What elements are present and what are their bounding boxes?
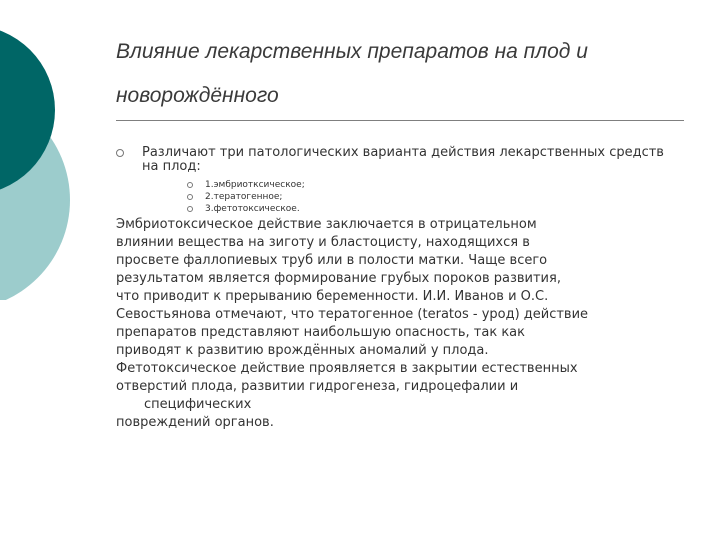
- body-line: отверстий плода, развитии гидрогенеза, гидроцефалии и: [116, 379, 519, 394]
- circle-bullet-icon: [187, 182, 193, 188]
- body-line: результатом является формирование грубых пороков развития,: [116, 271, 561, 286]
- body-line: Фетотоксическое действие проявляется в закрытии естественных: [116, 361, 578, 376]
- body-line: Эмбриотоксическое действие заключается в отрицательном: [116, 217, 537, 232]
- sub-bullet-list: [187, 179, 487, 215]
- main-bullet-text: Различают три патологических варианта действия лекарственных средств на плод:: [142, 145, 664, 174]
- body-line: просвете фаллопиевых труб или в полости матки. Чаще всего: [116, 253, 548, 268]
- circle-bullet-icon: [116, 149, 124, 157]
- circle-bullet-icon: [187, 194, 193, 200]
- body-line: повреждений органов.: [116, 415, 274, 430]
- body-paragraph: [116, 216, 676, 432]
- title-line-1: Влияние лекарственных препаратов на плод и: [116, 40, 588, 63]
- decorative-circles: [0, 0, 120, 300]
- body-line: приводят к развитию врождённых аномалий у плода.: [116, 343, 489, 358]
- sub-bullet-text: 1.эмбриотксическое;: [205, 180, 305, 190]
- sub-bullet-item: [187, 179, 487, 191]
- slide-title: [116, 30, 696, 118]
- body-line: специфических: [144, 397, 252, 412]
- title-divider: [116, 120, 684, 121]
- title-line-2: новорождённого: [116, 84, 279, 107]
- sub-bullet-text: 3.фетотоксическое.: [205, 204, 300, 214]
- body-line: Севостьянова отмечают, что тератогенное (teratos - урод) действие: [116, 307, 589, 322]
- body-line: влиянии вещества на зиготу и бластоцисту, находящихся в: [116, 235, 530, 250]
- sub-bullet-item: [187, 203, 487, 215]
- body-line: что приводит к прерыванию беременности. И.И. Иванов и О.С.: [116, 289, 549, 304]
- circle-bullet-icon: [187, 206, 193, 212]
- body-line: препаратов представляют наибольшую опасность, так как: [116, 325, 525, 340]
- main-bullet: [116, 146, 676, 174]
- sub-bullet-text: 2.тератогенное;: [205, 192, 283, 202]
- sub-bullet-item: [187, 191, 487, 203]
